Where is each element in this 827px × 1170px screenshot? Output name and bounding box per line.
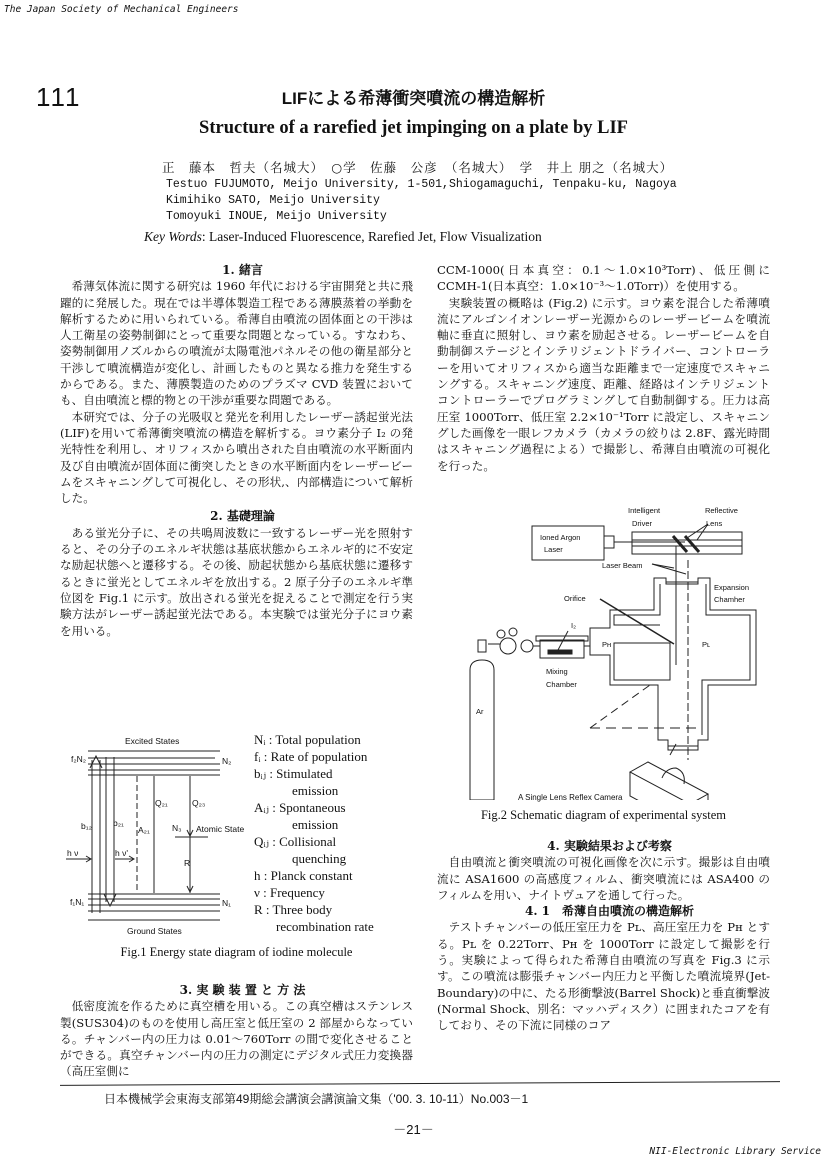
reflective-lens [685, 536, 699, 552]
regulator [500, 638, 516, 654]
ar-label: Ar [476, 707, 484, 716]
legend-item: R : Three body [254, 902, 333, 917]
proceedings-citation: 日本機械学会東海支部第49期総会講演会講演論文集（'00. 3. 10-11）No.003－1 [104, 1092, 529, 1106]
legend-item: Qᵢⱼ : Collisional [254, 834, 337, 849]
authors-japanese: 正 藤本 哲夫（名城大） ○学 佐藤 公彦 （名城大） 学 井上 朋之（名城大） [162, 160, 674, 175]
paragraph: 本研究では、分子の光吸収と発光を利用したレーザー誘起蛍光法(LIF)を用いて希薄衝突噴流の構造を解析する。ヨウ素分子 I₂ の発光特性を利用し、オリフィスから噴出された自由噴流の水平断面内及び自由噴流が固体面に衝突したときの水平断面内をレーザービームをスキャニングして可視化し、その形状,、内部構造について解析した。 [60, 409, 413, 506]
mixing-chamber-label: Mixing [546, 667, 568, 676]
reflective-lens [673, 536, 687, 552]
fig1-energy-diagram [55, 730, 255, 940]
f2n2-label: f₂N₂ [71, 754, 87, 764]
paragraph: 自由噴流と衝突噴流の可視化画像を次に示す。撮影は自由噴流に ASA1600 の高感度フィルム、衝突噴流には ASA400 のフィルムを用い、ナイトヴュアを通して行った。 [437, 855, 770, 902]
section-4-title: 4. 実験結果および考察 [547, 839, 672, 853]
f1n1-label: f₁N₁ [70, 897, 85, 907]
footer-rule [60, 1081, 780, 1086]
fig2-experimental-system [440, 500, 775, 800]
q23-label: Q₂₃ [192, 798, 206, 808]
left-column-sec3 [60, 982, 413, 1080]
title-japanese: LIFによる希薄衝突噴流の構造解析 [281, 89, 546, 108]
laser-label: Laser [544, 545, 563, 554]
fig1-legend [254, 731, 374, 935]
a21-label: A₂₁ [138, 825, 150, 835]
paper-number: 111 [36, 82, 82, 112]
camera-body [630, 762, 708, 800]
pl-label: Pʟ [702, 640, 711, 649]
title-english: Structure of a rarefied jet impinging on a plate by LIF [199, 118, 628, 138]
left-column [60, 262, 413, 639]
paragraph: 実験装置の概略は (Fig.2) に示す。ヨウ素を混合した希薄噴流にアルゴンイオンレーザー光源からのレーザービームを噴流軸に垂直に照射し、ヨウ素を励起させる。レーザービームを自動制御ステージとインテリジェントドライバー、コントローラーを用いてオリフィスから適当な距離まで一定速度でスキャニングする。スキャニング速度、距離、経路はインテリジェントコントローラーでプログラミングして自動制御する。圧力は高圧室 1000Torr、低圧室 2.2×10⁻¹Torr に設定し、スキャニングした画像を一眼レフカメラ（カメラの絞りは 2.8F、露光時間はスキャニング過程による）で撮影し、希薄自由噴流の可視化を行った。 [437, 295, 770, 473]
affiliation-line: Kimihiko SATO, Meijo University [166, 194, 380, 207]
camera-label: A Single Lens Reflex Camera [518, 793, 623, 802]
hv-prime-label: h ν' [115, 848, 128, 858]
reflective-lens-label: Reflective [705, 506, 738, 515]
legend-item: bᵢⱼ : Stimulated [254, 766, 333, 781]
legend-item-cont: emission [292, 817, 339, 832]
ph-label: Pʜ [602, 640, 612, 649]
legend-item-cont: recombination rate [276, 919, 374, 934]
legend-item: h : Planck constant [254, 868, 353, 883]
page-number: －21－ [393, 1122, 434, 1137]
excited-states-label: Excited States [125, 736, 180, 746]
n3-label: N₃ [172, 823, 182, 833]
orifice-pointer [600, 599, 674, 644]
argon-laser-box [532, 526, 604, 560]
atomic-state-label: Atomic State [196, 824, 245, 834]
paragraph: 低密度流を作るために真空槽を用いる。この真空槽はステンレス製(SUS304)のものを使用し高圧室と低圧室の 2 部屋からなっている。チャンバー内の圧力は 0.01～760Torr の間で変化させることができる。真空チャンバー内の圧力の測定にデジタル式圧力変換器（高圧室側に [60, 999, 413, 1079]
paragraph: テストチャンバーの低圧室圧力を Pʟ、高圧室圧力を Pʜ とする。Pʟ を 0.22Torr、Pʜ を 1000Torr に設定して撮影を行う。実験によって得られた希薄自由噴流の写真を Fig.3 に示す。この噴流は膨張チャンバー内圧力と平衡した噴流境界(Jet-Boundary)の中に、たる形衝撃波(Barrel Shock)と垂直衝撃波(Normal Shock、別名：マッハディスク）に囲まれたコアを有しており、その下流に同様のコア [437, 920, 770, 1033]
n1-label: N₁ [222, 898, 232, 908]
section-2-title: 2. 基礎理論 [210, 509, 275, 524]
legend-item: Aᵢⱼ : Spontaneous [254, 800, 346, 815]
b12-label: b₁₂ [81, 821, 92, 831]
r-label: R [184, 858, 191, 868]
argon-cylinder [470, 660, 494, 800]
intelligent-driver-label: Driver [632, 519, 652, 528]
legend-item: Nᵢ : Total population [254, 732, 361, 747]
keywords [144, 229, 542, 245]
expansion-chamber-label: Expansion [714, 583, 750, 592]
mixing-chamber-label: Chamber [546, 680, 577, 689]
paragraph: ある蛍光分子に、その共鳴周波数に一致するレーザー光を照射すると、その分子のエネルギ状態は基底状態からエネルギ的に不安定な励起状態へと遷移する。その後、励起状態から基底状態に遷移するときに蛍光としてエネルギを放出する。2 原子分子のエネルギ準位図を Fig.1 に示す。放出される蛍光を捉えることで測定を行う実験方法がレーザー誘起蛍光法である。本実験では蛍光分子にヨウ素を用いる。 [60, 525, 413, 638]
affiliation-line: Tomoyuki INOUE, Meijo University [166, 210, 387, 223]
section-3-title: 3. 実 験 装 置 と 方 法 [179, 983, 306, 997]
legend-item-cont: quenching [292, 851, 347, 866]
fig2-caption: Fig.2 Schematic diagram of experimental system [480, 808, 727, 822]
q21-label: Q₂₁ [155, 798, 168, 808]
n2-label: N₂ [222, 756, 232, 766]
expansion-chamber-label: Chamher [714, 595, 745, 604]
nii-service-label: NII-Electronic Library Service [649, 1146, 821, 1157]
hv-label: h ν [67, 848, 79, 858]
right-column-sec4 [437, 838, 770, 1034]
laser-beam-label: Laser Beam [602, 561, 643, 570]
fig1-caption: Fig.1 Energy state diagram of iodine molecule [120, 945, 353, 959]
affiliations [166, 177, 677, 225]
paragraph: 希薄気体流に関する研究は 1960 年代における宇宙開発と共に飛躍的に発展した。現在では半導体製造工程である薄膜蒸着の挙動を解析するために用いられている。希薄自由噴流の固体面との干渉は人工衛星の姿勢制御にとって重要な問題となっている。すなわち、姿勢制御用ノズルからの噴流が太陽電池パネルその他の衛星部分と干渉して噴流構造が変化し、計画したものと異なる推力を発生するからである。また、薄膜製造のためのプラズマ CVD 装置においても、自由噴流と標的物との干渉が重要な問題である。 [60, 279, 413, 408]
legend-item-cont: emission [292, 783, 339, 798]
b21-label: b₂₁ [113, 818, 124, 828]
legend-item: ν : Frequency [254, 885, 325, 900]
intelligent-driver-label: Intelligent [628, 506, 661, 515]
i2-label: I₂ [571, 621, 576, 630]
section-4-1-title: 4. 1 希薄自由噴流の構造解析 [524, 904, 695, 919]
laser-label: Ioned Argon [540, 533, 581, 542]
legend-item: fᵢ : Rate of population [254, 749, 368, 764]
paragraph: CCM-1000(日本真空：0.1～1.0×10³Torr)、低圧側に CCMH-1(日本真空：1.0×10⁻³～1.0Torr)）を使用する。 [437, 263, 770, 294]
keywords-text: : Laser-Induced Fluorescence, Rarefied Jet, Flow Visualization [201, 229, 542, 244]
reflective-lens-label: Lens [706, 519, 723, 528]
ground-states-label: Ground States [127, 926, 182, 936]
orifice-label: Orifice [564, 594, 586, 603]
keywords-label: Key Words [144, 229, 202, 244]
right-column [437, 262, 770, 474]
affiliation-line: Testuo FUJUMOTO, Meijo University, 1-501,Shiogamaguchi, Tenpaku-ku, Nagoya [166, 178, 677, 191]
section-1-title: 1. 緒言 [222, 263, 263, 277]
society-header: The Japan Society of Mechanical Engineers [4, 4, 239, 15]
